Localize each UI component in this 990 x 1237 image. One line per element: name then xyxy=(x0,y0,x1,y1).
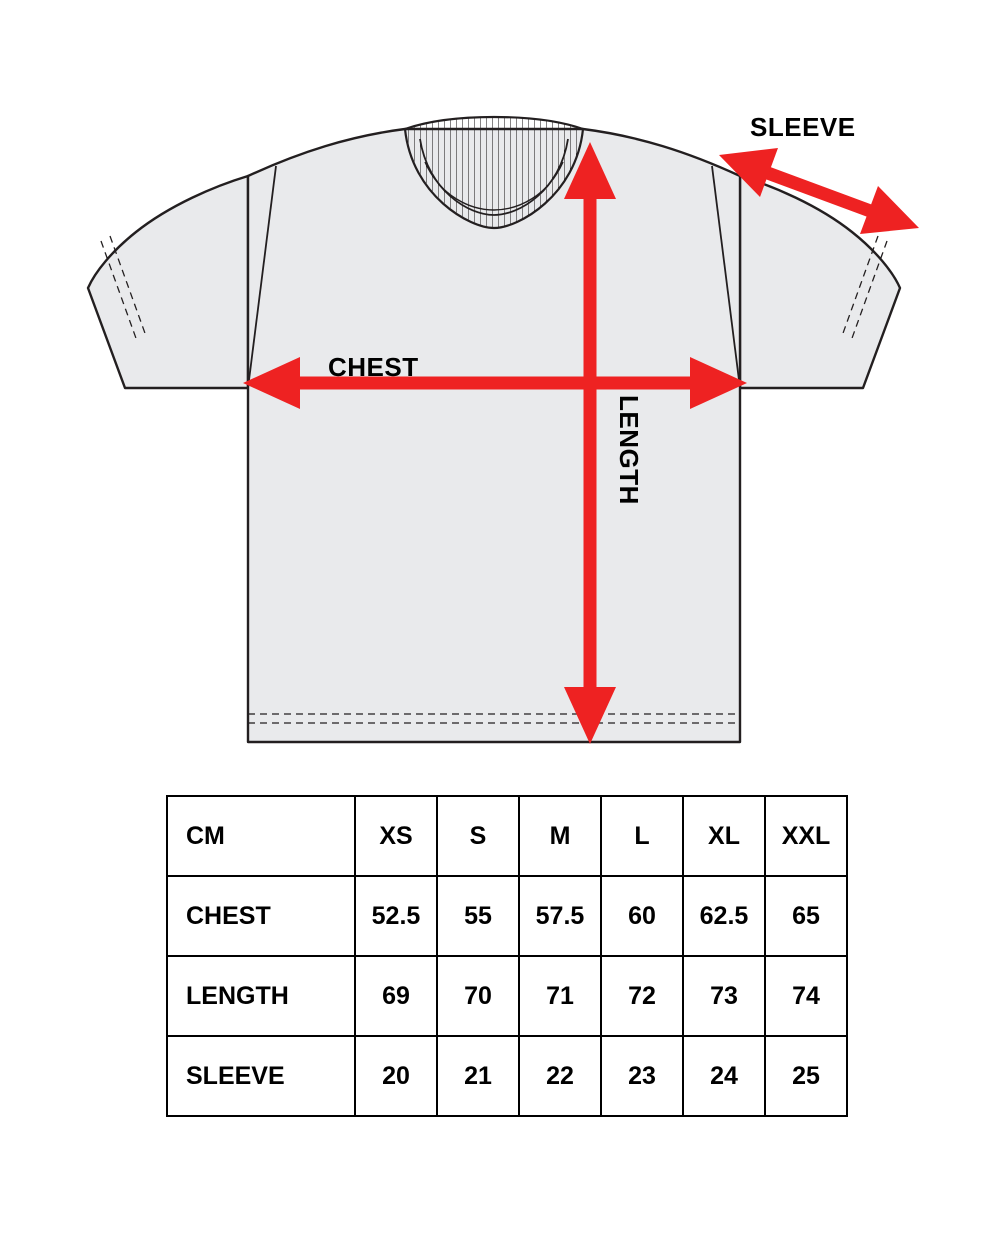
row-label-length: LENGTH xyxy=(167,956,355,1036)
table-header-row xyxy=(167,796,847,876)
cell-chest-xs: 52.5 xyxy=(355,876,437,956)
size-table xyxy=(166,795,848,1117)
table-header-unit: CM xyxy=(167,796,355,876)
cell-chest-m: 57.5 xyxy=(519,876,601,956)
table-header-l: L xyxy=(601,796,683,876)
cell-length-xl: 73 xyxy=(683,956,765,1036)
chest-label: CHEST xyxy=(328,352,419,382)
table-header-xs: XS xyxy=(355,796,437,876)
table-header-xxl: XXL xyxy=(765,796,847,876)
table-header-xl: XL xyxy=(683,796,765,876)
cell-sleeve-xl: 24 xyxy=(683,1036,765,1116)
cell-length-l: 72 xyxy=(601,956,683,1036)
cell-length-xs: 69 xyxy=(355,956,437,1036)
cell-chest-xl: 62.5 xyxy=(683,876,765,956)
cell-length-xxl: 74 xyxy=(765,956,847,1036)
length-label: LENGTH xyxy=(614,395,644,505)
tshirt-illustration xyxy=(88,117,900,742)
cell-sleeve-s: 21 xyxy=(437,1036,519,1116)
cell-chest-s: 55 xyxy=(437,876,519,956)
cell-sleeve-m: 22 xyxy=(519,1036,601,1116)
cell-length-s: 70 xyxy=(437,956,519,1036)
row-label-chest: CHEST xyxy=(167,876,355,956)
cell-chest-xxl: 65 xyxy=(765,876,847,956)
sleeve-label: SLEEVE xyxy=(750,112,856,142)
table-header-s: S xyxy=(437,796,519,876)
size-table-container xyxy=(166,795,831,1117)
cell-chest-l: 60 xyxy=(601,876,683,956)
cell-length-m: 71 xyxy=(519,956,601,1036)
row-label-sleeve: SLEEVE xyxy=(167,1036,355,1116)
table-row xyxy=(167,956,847,1036)
cell-sleeve-xxl: 25 xyxy=(765,1036,847,1116)
table-row xyxy=(167,876,847,956)
table-header-m: M xyxy=(519,796,601,876)
cell-sleeve-l: 23 xyxy=(601,1036,683,1116)
cell-sleeve-xs: 20 xyxy=(355,1036,437,1116)
table-row xyxy=(167,1036,847,1116)
